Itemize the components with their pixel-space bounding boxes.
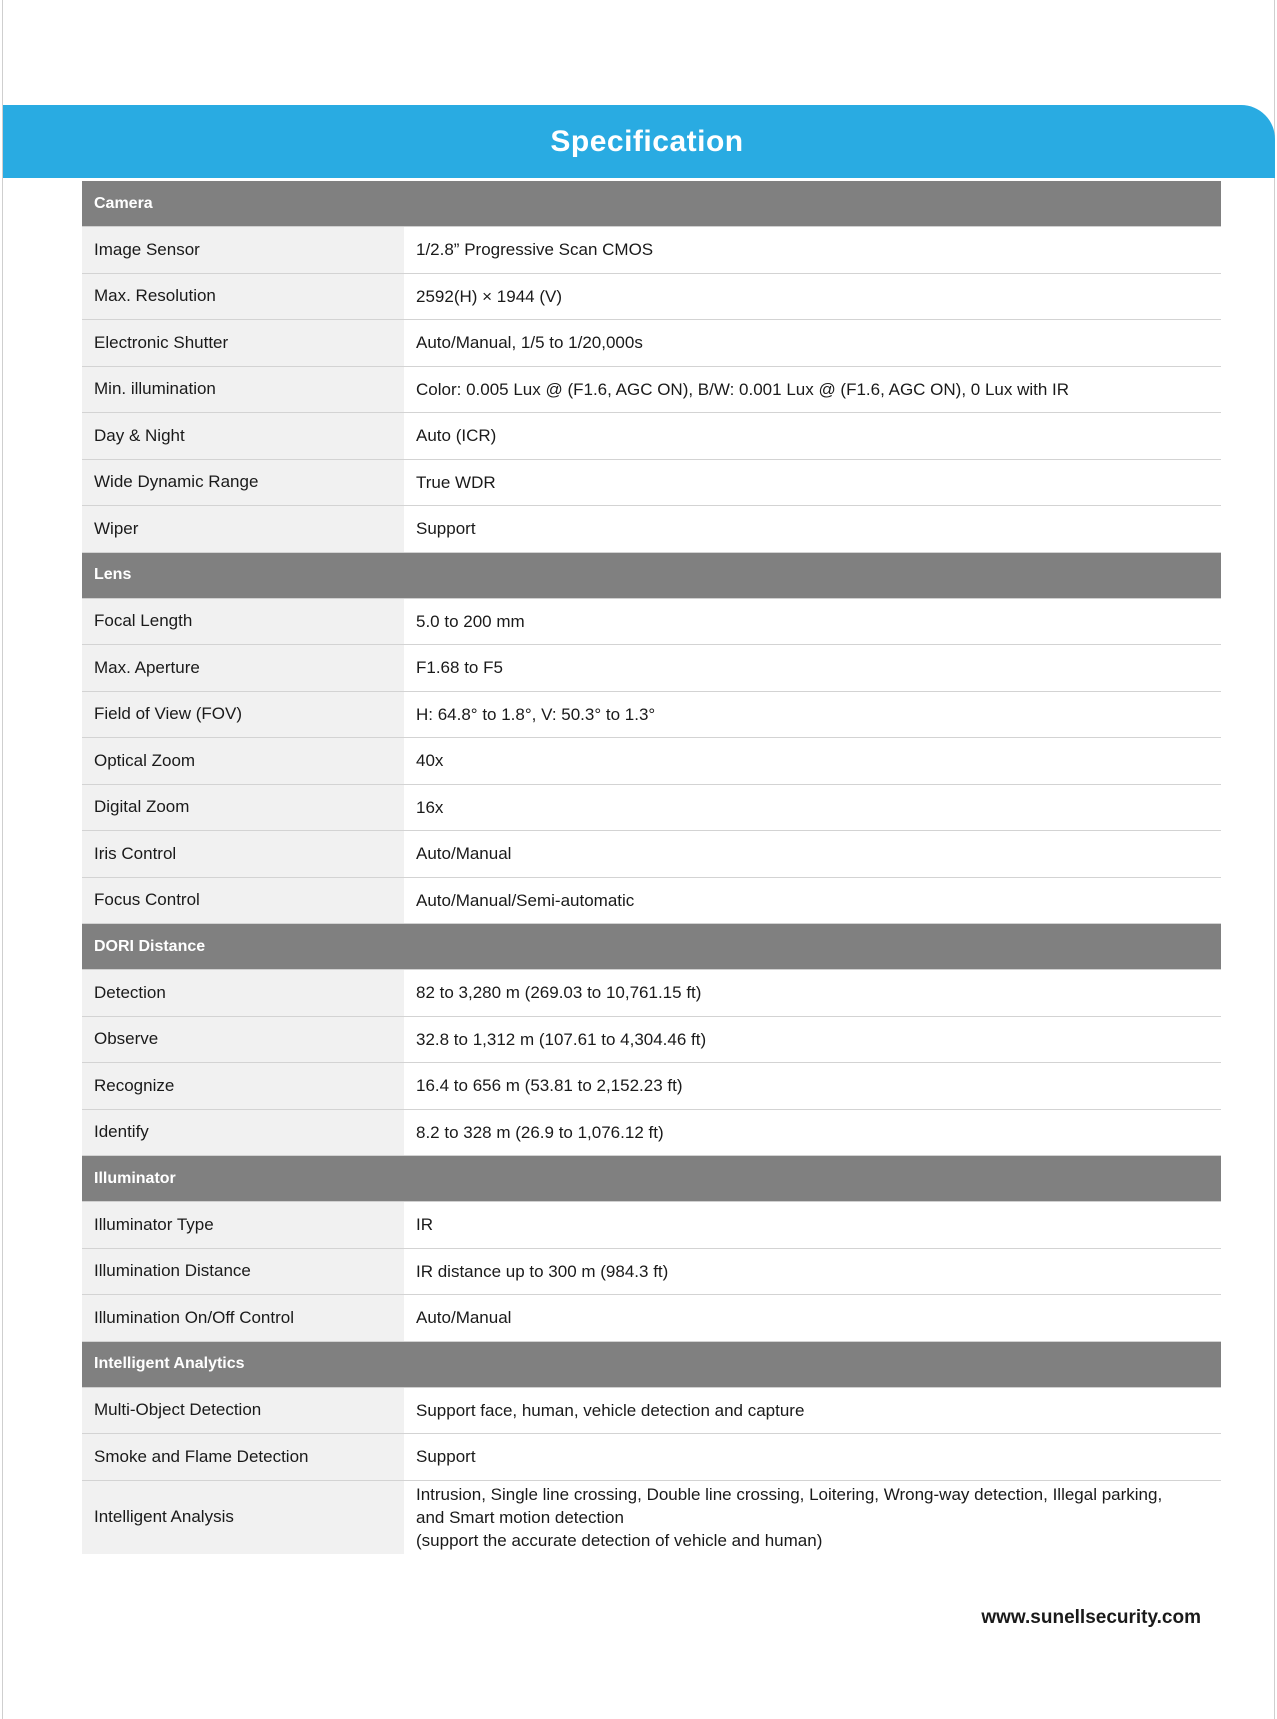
- spec-row: [82, 738, 1221, 785]
- spec-row: [82, 413, 1221, 460]
- spec-label: Detection: [82, 970, 404, 1016]
- spec-label: Intelligent Analysis: [82, 1481, 404, 1554]
- spec-label: Illumination Distance: [82, 1249, 404, 1295]
- spec-value-line: Intrusion, Single line crossing, Double line crossing, Loitering, Wrong-way detection, Illegal parking,: [416, 1484, 1163, 1504]
- spec-row: [82, 599, 1221, 646]
- spec-row: [82, 1202, 1221, 1249]
- spec-row: [82, 831, 1221, 878]
- spec-row: [82, 785, 1221, 832]
- spec-label: Multi-Object Detection: [82, 1388, 404, 1434]
- spec-value: 82 to 3,280 m (269.03 to 10,761.15 ft): [404, 970, 1221, 1016]
- spec-value-multiline: [404, 1481, 1221, 1554]
- footer-website-link[interactable]: www.sunellsecurity.com: [981, 1607, 1201, 1628]
- spec-value: Auto/Manual/Semi-automatic: [404, 878, 1221, 924]
- spec-value: F1.68 to F5: [404, 645, 1221, 691]
- spec-label: Electronic Shutter: [82, 320, 404, 366]
- spec-value: Auto/Manual, 1/5 to 1/20,000s: [404, 320, 1221, 366]
- spec-label: Recognize: [82, 1063, 404, 1109]
- spec-value: Auto/Manual: [404, 1295, 1221, 1341]
- page-title: Specification: [550, 124, 744, 158]
- spec-row: [82, 645, 1221, 692]
- spec-label: Digital Zoom: [82, 785, 404, 831]
- spec-value: True WDR: [404, 460, 1221, 506]
- spec-row: [82, 1295, 1221, 1342]
- spec-value: 1/2.8” Progressive Scan CMOS: [404, 227, 1221, 273]
- spec-row: [82, 878, 1221, 925]
- spec-row: [82, 970, 1221, 1017]
- spec-row: [82, 692, 1221, 739]
- spec-value: 32.8 to 1,312 m (107.61 to 4,304.46 ft): [404, 1017, 1221, 1063]
- spec-label: Field of View (FOV): [82, 692, 404, 738]
- spec-value: Support: [404, 1434, 1221, 1480]
- spec-label: Iris Control: [82, 831, 404, 877]
- section-header-illuminator: Illuminator: [82, 1156, 1221, 1202]
- spec-label: Smoke and Flame Detection: [82, 1434, 404, 1480]
- spec-value: IR: [404, 1202, 1221, 1248]
- spec-label: Wiper: [82, 506, 404, 552]
- section-header-intelligent-analytics: Intelligent Analytics: [82, 1342, 1221, 1388]
- spec-row: [82, 506, 1221, 553]
- spec-value: H: 64.8° to 1.8°, V: 50.3° to 1.3°: [404, 692, 1221, 738]
- spec-value: Auto (ICR): [404, 413, 1221, 459]
- spec-row: [82, 367, 1221, 414]
- title-banner: [3, 105, 1275, 178]
- spec-row: [82, 460, 1221, 507]
- spec-row: [82, 1388, 1221, 1435]
- spec-value: 2592(H) × 1944 (V): [404, 274, 1221, 320]
- spec-label: Illumination On/Off Control: [82, 1295, 404, 1341]
- spec-label: Image Sensor: [82, 227, 404, 273]
- spec-row: [82, 1063, 1221, 1110]
- spec-label: Min. illumination: [82, 367, 404, 413]
- spec-value: Support face, human, vehicle detection and capture: [404, 1388, 1221, 1434]
- spec-row: [82, 1481, 1221, 1554]
- spec-row: [82, 1017, 1221, 1064]
- spec-row: [82, 1434, 1221, 1481]
- spec-label: Observe: [82, 1017, 404, 1063]
- spec-value: 40x: [404, 738, 1221, 784]
- spec-label: Optical Zoom: [82, 738, 404, 784]
- spec-label: Max. Resolution: [82, 274, 404, 320]
- spec-row: [82, 1249, 1221, 1296]
- spec-value: IR distance up to 300 m (984.3 ft): [404, 1249, 1221, 1295]
- spec-row: [82, 274, 1221, 321]
- spec-label: Focus Control: [82, 878, 404, 924]
- spec-label: Day & Night: [82, 413, 404, 459]
- spec-label: Wide Dynamic Range: [82, 460, 404, 506]
- spec-label: Max. Aperture: [82, 645, 404, 691]
- section-header-dori-distance: DORI Distance: [82, 924, 1221, 970]
- spec-value: Color: 0.005 Lux @ (F1.6, AGC ON), B/W: 0.001 Lux @ (F1.6, AGC ON), 0 Lux with IR: [404, 367, 1221, 413]
- spec-value-line: (support the accurate detection of vehicle and human): [416, 1530, 823, 1550]
- spec-row: [82, 320, 1221, 367]
- spec-label: Illuminator Type: [82, 1202, 404, 1248]
- section-header-lens: Lens: [82, 553, 1221, 599]
- spec-value-line: and Smart motion detection: [416, 1507, 624, 1527]
- spec-row: [82, 1110, 1221, 1157]
- spec-value: 16.4 to 656 m (53.81 to 2,152.23 ft): [404, 1063, 1221, 1109]
- spec-row: [82, 227, 1221, 274]
- spec-value: 5.0 to 200 mm: [404, 599, 1221, 645]
- spec-value: 16x: [404, 785, 1221, 831]
- spec-table: [82, 181, 1221, 1554]
- spec-value: 8.2 to 328 m (26.9 to 1,076.12 ft): [404, 1110, 1221, 1156]
- section-header-camera: Camera: [82, 181, 1221, 227]
- spec-value: Auto/Manual: [404, 831, 1221, 877]
- spec-value: Support: [404, 506, 1221, 552]
- spec-label: Identify: [82, 1110, 404, 1156]
- spec-label: Focal Length: [82, 599, 404, 645]
